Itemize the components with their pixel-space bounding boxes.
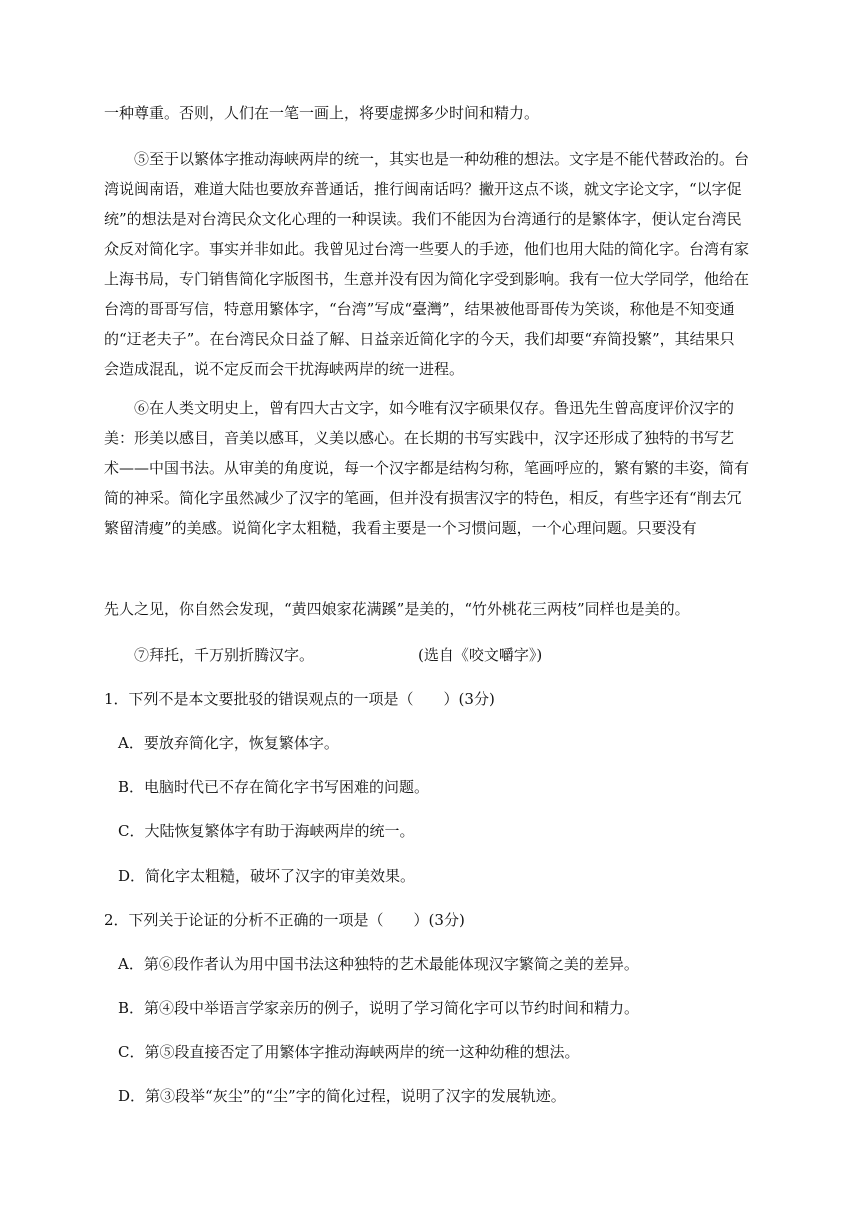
paragraph-line: 湾说闽南语，难道大陆也要放弃普通话，推行闽南话吗？撇开这点不谈，就文字论文字，“以字促 bbox=[104, 180, 742, 198]
option-c: C．大陆恢复繁体字有助于海峡两岸的统一。 bbox=[118, 822, 415, 840]
paragraph-line: 台湾的哥哥写信，特意用繁体字，“台湾”写成“臺灣”，结果被他哥哥传为笑谈，称他是不知变通 bbox=[104, 300, 735, 318]
option-b: B．第④段中举语言学家亲历的例子，说明了学习简化字可以节约时间和精力。 bbox=[118, 999, 640, 1017]
paragraph-line: 会造成混乱，说不定反而会干扰海峡两岸的统一进程。 bbox=[104, 360, 465, 378]
question-stem: 1．下列不是本文要批驳的错误观点的一项是（ ）(3分) bbox=[104, 690, 495, 708]
paragraph-line: ⑤至于以繁体字推动海峡两岸的统一，其实也是一种幼稚的想法。文字是不能代替政治的。台 bbox=[134, 150, 750, 168]
paragraph-line: 美：形美以感目，音美以感耳，义美以感心。在长期的书写实践中，汉字还形成了独特的书写艺 bbox=[104, 429, 735, 447]
paragraph-line: ⑥在人类文明史上，曾有四大古文字，如今唯有汉字硕果仅存。鲁迅先生曾高度评价汉字的 bbox=[134, 399, 735, 417]
paragraph-line: 术——中国书法。从审美的角度说，每一个汉字都是结构匀称，笔画呼应的，繁有繁的丰姿，简有 bbox=[104, 459, 750, 477]
paragraph-line: 先人之见，你自然会发现，“黄四娘家花满蹊”是美的，“竹外桃花三两枝”同样也是美的。 bbox=[104, 600, 690, 618]
option-c: C．第⑤段直接否定了用繁体字推动海峡两岸的统一这种幼稚的想法。 bbox=[118, 1043, 580, 1061]
option-d: D．第③段举“灰尘”的“尘”字的简化过程，说明了汉字的发展轨迹。 bbox=[118, 1087, 566, 1105]
option-a: A．第⑥段作者认为用中国书法这种独特的艺术最能体现汉字繁简之美的差异。 bbox=[118, 955, 639, 973]
source-citation: (选自《咬文嚼字》) bbox=[418, 646, 543, 664]
paragraph-line: 繁留清瘦”的美感。说简化字太粗糙，我看主要是一个习惯问题，一个心理问题。只要没有 bbox=[104, 519, 697, 537]
paragraph-line: 众反对简化字。事实并非如此。我曾见过台湾一些要人的手迹，他们也用大陆的简化字。台湾有家 bbox=[104, 240, 750, 258]
option-d: D．简化字太粗糙，破坏了汉字的审美效果。 bbox=[118, 867, 416, 885]
paragraph-line: ⑦拜托，千万别折腾汉字。 bbox=[134, 646, 315, 664]
paragraph-line: 的“迂老夫子”。在台湾民众日益了解、日益亲近简化字的今天，我们却要“弃简投繁”，其结果只 bbox=[104, 330, 735, 348]
question-stem: 2．下列关于论证的分析不正确的一项是（ ）(3分) bbox=[104, 911, 465, 929]
paragraph-line: 简的神采。简化字虽然减少了汉字的笔画，但并没有损害汉字的特色，相反，有些字还有“削去冗 bbox=[104, 489, 742, 507]
paragraph-line: 统”的想法是对台湾民众文化心理的一种误读。我们不能因为台湾通行的是繁体字，便认定台湾民 bbox=[104, 210, 742, 228]
paragraph-line: 上海书局，专门销售简化字版图书，生意并没有因为简化字受到影响。我有一位大学同学，他给在 bbox=[104, 270, 750, 288]
option-a: A．要放弃简化字，恢复繁体字。 bbox=[118, 734, 339, 752]
paragraph-line: 一种尊重。否则，人们在一笔一画上，将要虚掷多少时间和精力。 bbox=[104, 104, 540, 122]
option-b: B．电脑时代已不存在简化字书写困难的问题。 bbox=[118, 778, 430, 796]
